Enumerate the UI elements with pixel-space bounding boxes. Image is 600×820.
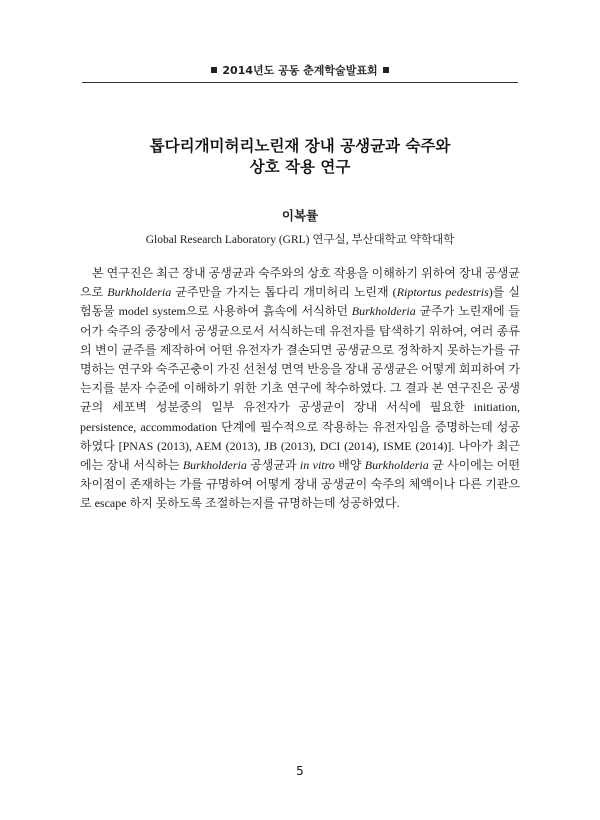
abstract-genus: Burkholderia xyxy=(364,458,429,473)
abstract xyxy=(80,264,520,514)
abstract-genus: Burkholderia xyxy=(182,458,247,473)
author-affiliation: Global Research Laboratory (GRL) 연구실, 부산대학교 약학대학 xyxy=(145,234,455,246)
abstract-text: 균주만을 가지는 톱다리 개미허리 노린재 ( xyxy=(171,285,397,300)
abstract-text: 균주가 노린재에 들어가 숙주의 중장에서 공생균으로서 서식하는데 유전자를 탐색하기 위하여, 여러 종류의 변이 균주를 제작하여 어떤 유전자가 결손되면 공생균으로 정착하지 못하는가를 규명하는 연구와 숙주곤충이 가진 선천성 면역 반응을 장내 공생균은 어떻게 회피하여 가는지를 분자 수준에 이해하기 위한 기초 연구에 착수하였다. 그 결과 본 연구진은 공생균의 세포벽 성분중의 일부 유전자가 공생균이 장내 서식에 필요한 initiation, persistence, accommodation 단계에 필수적으로 작용하는 유전자임을 증명하는데 성공하였다 [PNAS (2013), AEM (2013), JB (2013), DCI (2014), ISME (2014)]. 나아가 최근에는 장내 서식하는 xyxy=(80,304,520,473)
header-text: 2014년도 공동 춘계학술발표회 xyxy=(222,64,378,77)
abstract-paragraph xyxy=(80,264,520,514)
paper-title xyxy=(60,136,540,178)
author-name: 이복률 xyxy=(281,208,319,223)
square-bullet-icon xyxy=(211,67,217,73)
abstract-genus: Burkholderia xyxy=(351,304,416,319)
header-rule xyxy=(82,82,518,83)
title-line-2: 상호 작용 연구 xyxy=(249,158,351,176)
abstract-host-species: Riptortus pedestris xyxy=(396,285,489,300)
abstract-in-vitro: in vitro xyxy=(299,458,335,473)
running-header xyxy=(82,62,518,78)
page-number: 5 xyxy=(296,764,304,778)
abstract-text: 본 연구진은 최근 장내 공생균과 숙주와의 상호 작용을 이해하기 위하여 장내 공생균으로 xyxy=(80,266,520,300)
abstract-text: )를 실험동물 model system으로 사용하여 흙속에 서식하던 xyxy=(80,285,521,319)
abstract-genus: Burkholderia xyxy=(107,285,172,300)
square-bullet-icon xyxy=(383,67,389,73)
title-line-1: 톱다리개미허리노린재 장내 공생균과 숙주와 xyxy=(149,137,451,155)
abstract-text: 균 사이에는 어떤 차이점이 존재하는 가를 규명하여 어떻게 장내 공생균이 숙주의 체액이나 다른 기관으로 escape 하지 못하도록 조절하는지를 규명하는데 성공하였다. xyxy=(80,458,520,511)
abstract-text: 공생균과 xyxy=(246,458,300,473)
abstract-text: 배양 xyxy=(334,458,365,473)
